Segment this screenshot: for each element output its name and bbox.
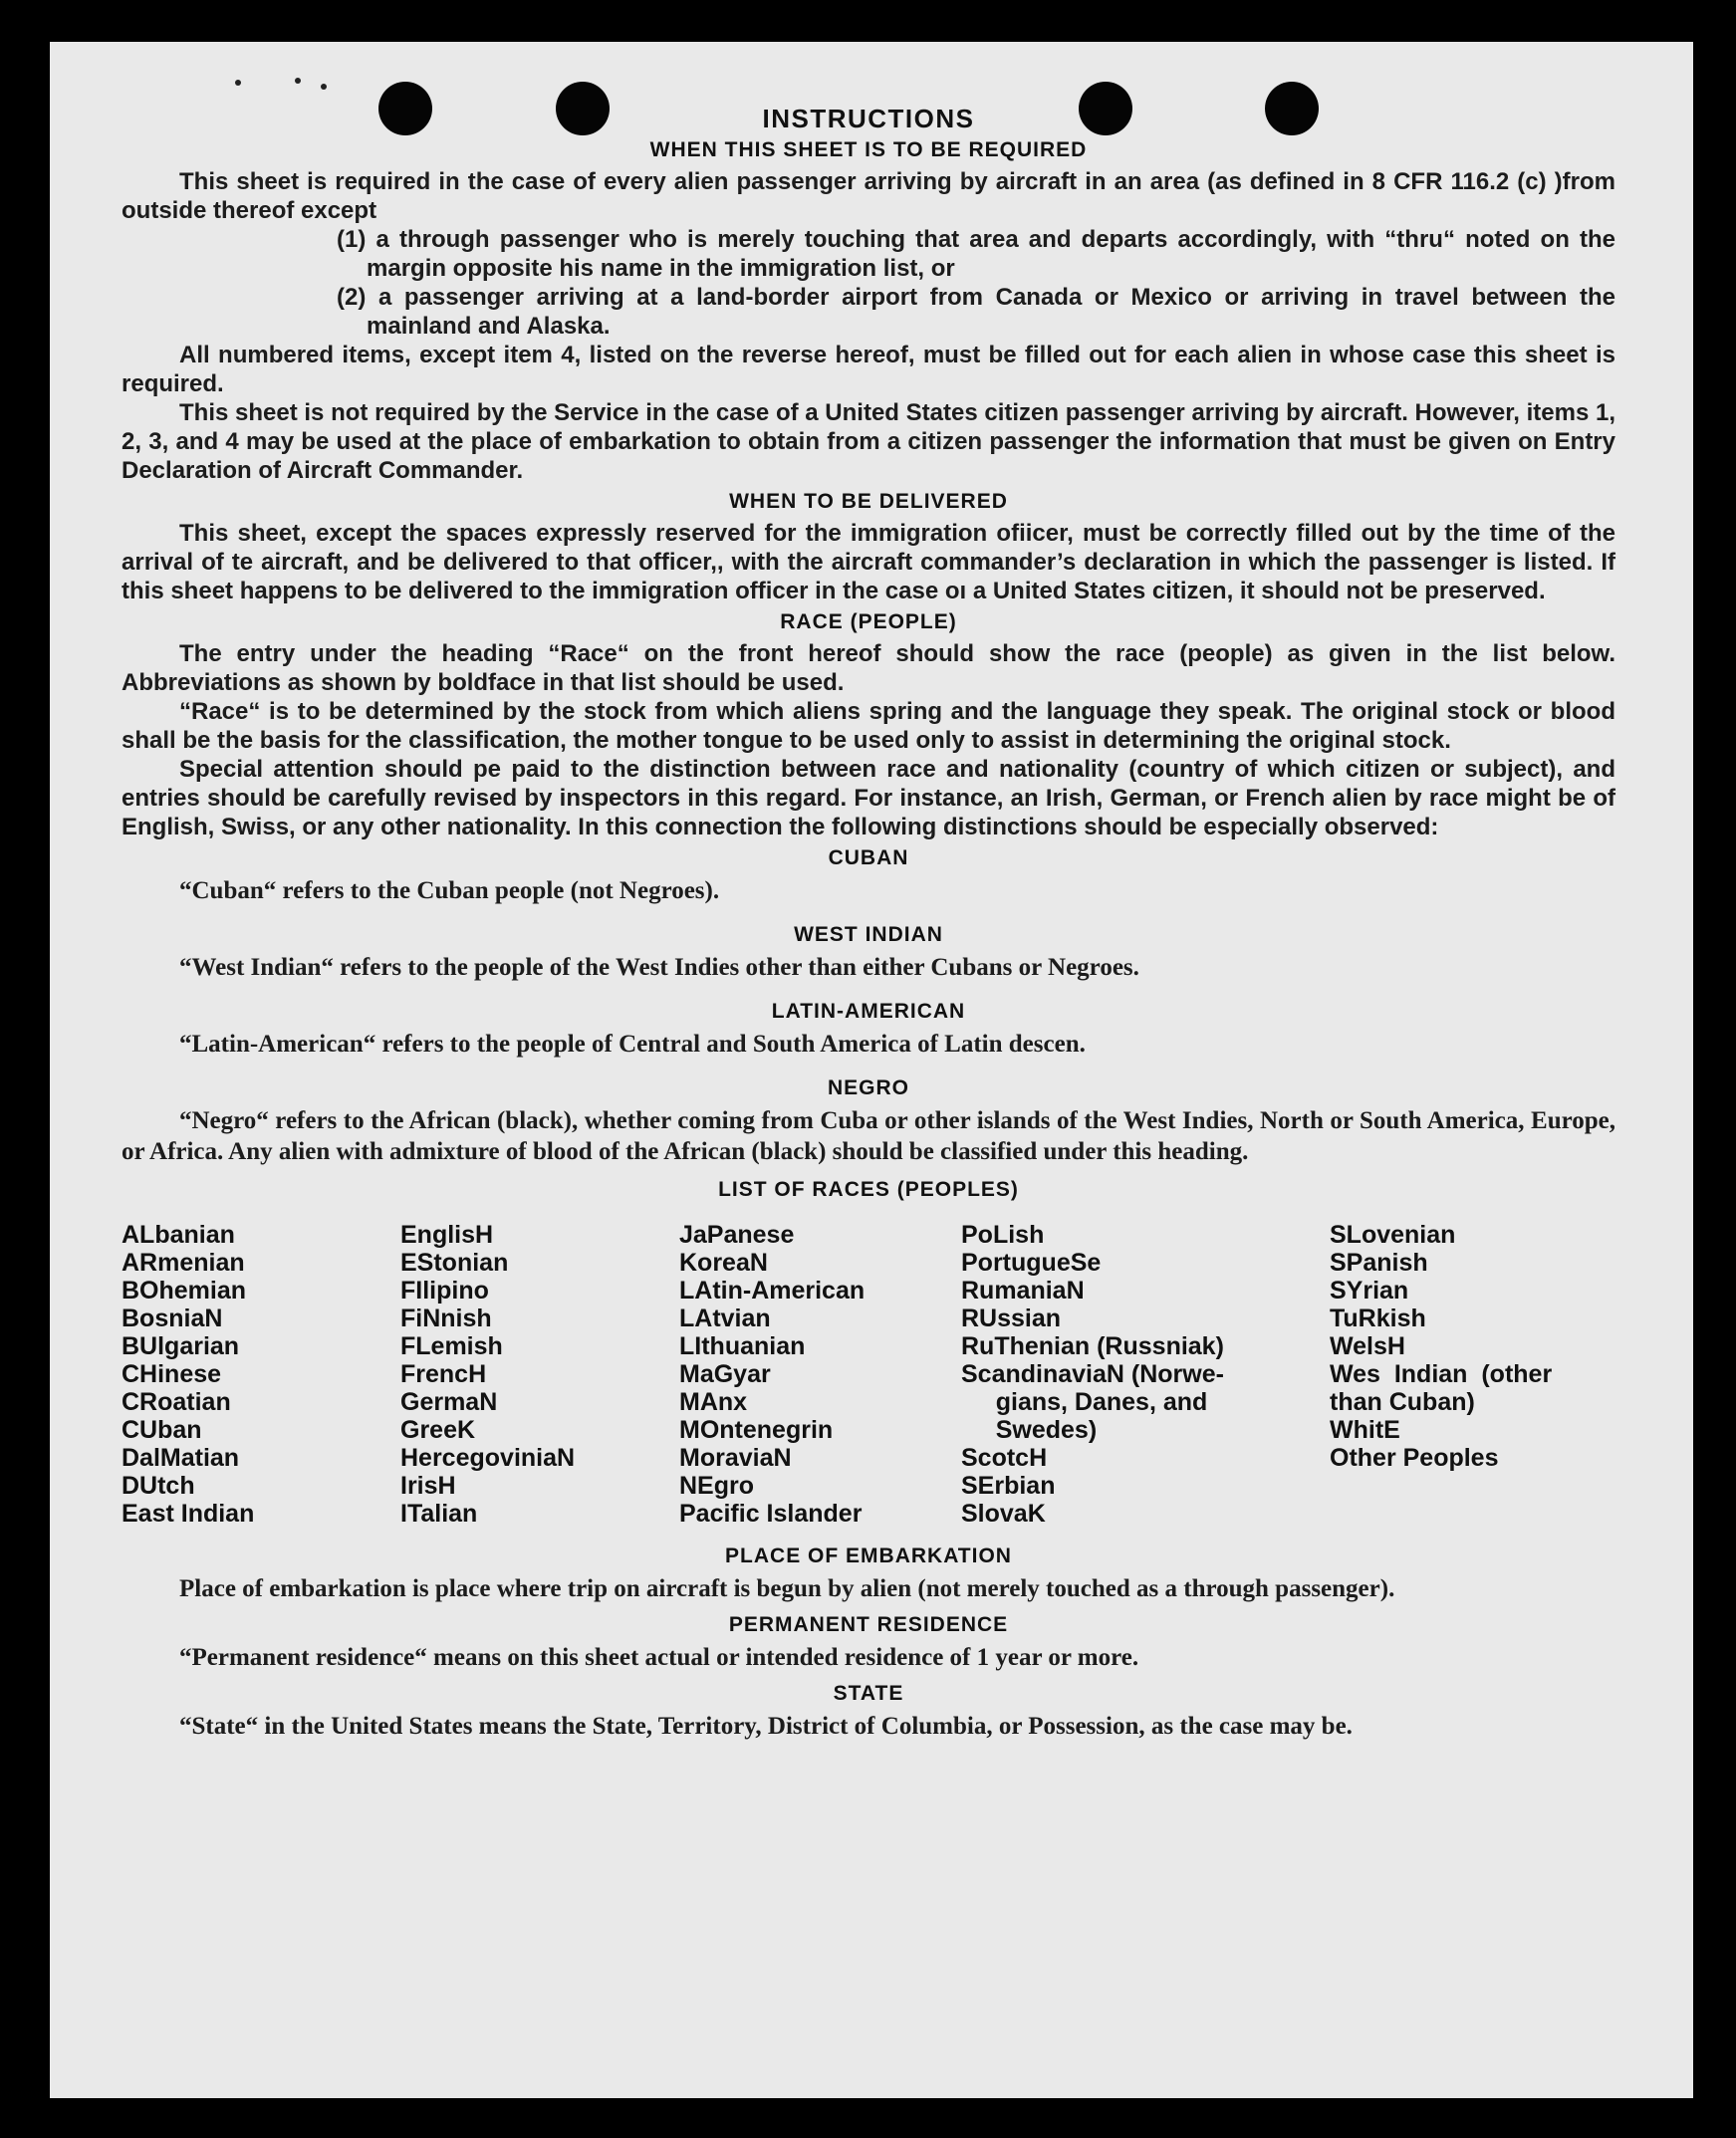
- races-list: [122, 1221, 1615, 1528]
- paragraph: This sheet is not required by the Service in the case of a United States citizen passenger arriving by aircraft. However, items 1, 2, 3, and 4 may be used at the place of embarkation to obtain from a citizen passenger the information that must be given on Entry Declaration of Aircraft Commander.: [122, 399, 1615, 484]
- race-item: PoLish: [961, 1221, 1045, 1249]
- race-item: Pacific Islander: [679, 1500, 863, 1528]
- race-item: than Cuban): [1330, 1388, 1475, 1416]
- heading-when-required: WHEN THIS SHEET IS TO BE REQUIRED: [649, 138, 1088, 161]
- heading-list-of-races: LIST OF RACES (PEOPLES): [718, 1178, 1019, 1201]
- race-item: SLovenian: [1330, 1221, 1456, 1249]
- race-item: RumaniaN: [961, 1277, 1085, 1305]
- race-item: FrencH: [400, 1360, 487, 1388]
- race-item: East Indian: [122, 1500, 255, 1528]
- race-item: LAtvian: [679, 1305, 771, 1332]
- race-item: SErbian: [961, 1472, 1056, 1500]
- race-item: ALbanian: [122, 1221, 235, 1249]
- paragraph: The entry under the heading “Race“ on the front hereof should show the race (people) as given in the list below. Abbreviations as shown by boldface in that list should be used.: [122, 640, 1615, 696]
- race-item: gians, Danes, and: [961, 1388, 1208, 1416]
- heading-west-indian: WEST INDIAN: [794, 923, 943, 946]
- race-item: CRoatian: [122, 1388, 231, 1416]
- races-column: [400, 1221, 679, 1528]
- race-item: DUtch: [122, 1472, 195, 1500]
- heading-race: RACE (PEOPLE): [780, 610, 957, 633]
- speck: [321, 84, 327, 90]
- page-title: INSTRUCTIONS: [762, 104, 975, 133]
- list-item: (1) a through passenger who is merely touching that area and departs accordingly, with “thru“ noted on the margin opposite his name in the immigration list, or: [337, 226, 1615, 282]
- race-item: BosniaN: [122, 1305, 223, 1332]
- list-item: (2) a passenger arriving at a land-border airport from Canada or Mexico or arriving in travel between the mainland and Alaska.: [337, 284, 1615, 340]
- paragraph: “Race“ is to be determined by the stock from which aliens spring and the language they speak. The original stock or blood shall be the basis for the classification, the mother tongue to be used only to assist in determining the original stock.: [122, 698, 1615, 754]
- race-item: RuThenian (Russniak): [961, 1332, 1224, 1360]
- race-item: Swedes): [961, 1416, 1098, 1444]
- race-item: ScandinaviaN (Norwe-: [961, 1360, 1224, 1388]
- paragraph: “Negro“ refers to the African (black), whether coming from Cuba or other islands of the West Indies, North or South America, Europe, or Africa. Any alien with admixture of blood of the African (black) should be classified under this heading.: [122, 1107, 1615, 1165]
- race-item: CUban: [122, 1416, 202, 1444]
- paragraph: Special attention should pe paid to the distinction between race and nationality (country of which citizen or subject), and entries should be carefully revised by inspectors in this regard. For instance, an Irish, German, or French alien by race might be of English, Swiss, or any other nationality. In this connection the following distinctions should be especially observed:: [122, 756, 1615, 840]
- heading-state: STATE: [833, 1682, 904, 1705]
- race-item: PortugueSe: [961, 1249, 1102, 1277]
- race-item: Other Peoples: [1330, 1444, 1499, 1472]
- race-item: JaPanese: [679, 1221, 795, 1249]
- race-item: MoraviaN: [679, 1444, 792, 1472]
- race-item: BUlgarian: [122, 1332, 240, 1360]
- heading-negro: NEGRO: [827, 1076, 909, 1099]
- document-page: [50, 42, 1693, 2098]
- heading-cuban: CUBAN: [828, 846, 909, 869]
- races-column: [679, 1221, 961, 1528]
- race-item: BOhemian: [122, 1277, 247, 1305]
- race-item: MAnx: [679, 1388, 748, 1416]
- race-item: Wes Indian (other: [1330, 1360, 1553, 1388]
- race-item: SPanish: [1330, 1249, 1428, 1277]
- race-item: GermaN: [400, 1388, 498, 1416]
- race-item: FiNnish: [400, 1305, 492, 1332]
- race-item: EnglisH: [400, 1221, 494, 1249]
- paragraph: “Cuban“ refers to the Cuban people (not Negroes).: [179, 877, 720, 904]
- paragraph: This sheet is required in the case of every alien passenger arriving by aircraft in an area (as defined in 8 CFR 116.2 (c) )from outside thereof except: [122, 168, 1615, 224]
- race-item: CHinese: [122, 1360, 222, 1388]
- paragraph: “Latin-American“ refers to the people of Central and South America of Latin descen.: [179, 1031, 1086, 1058]
- race-item: MaGyar: [679, 1360, 771, 1388]
- race-item: RUssian: [961, 1305, 1062, 1332]
- paragraph: Place of embarkation is place where trip on aircraft is begun by alien (not merely touched as a through passenger).: [179, 1575, 1395, 1602]
- race-item: IrisH: [400, 1472, 456, 1500]
- race-item: LAtin-American: [679, 1277, 866, 1305]
- paragraph: This sheet, except the spaces expressly reserved for the immigration ofiicer, must be correctly filled out by the time of the arrival of te aircraft, and be delivered to that officer,, with the aircraft commander’s declaration in which the passenger is listed. If this sheet happens to be delivered to the immigration officer in the case oı a United States citizen, it should not be preserved.: [122, 520, 1615, 604]
- race-item: GreeK: [400, 1416, 476, 1444]
- race-item: ScotcH: [961, 1444, 1048, 1472]
- paragraph: “State“ in the United States means the State, Territory, District of Columbia, or Possession, as the case may be.: [179, 1713, 1353, 1740]
- heading-embarkation: PLACE OF EMBARKATION: [725, 1544, 1012, 1567]
- race-item: MOntenegrin: [679, 1416, 834, 1444]
- paragraph: “West Indian“ refers to the people of the West Indies other than either Cubans or Negroes.: [179, 954, 1139, 981]
- race-item: EStonian: [400, 1249, 509, 1277]
- race-item: SlovaK: [961, 1500, 1046, 1528]
- paragraph: “Permanent residence“ means on this sheet actual or intended residence of 1 year or more.: [179, 1644, 1139, 1671]
- heading-residence: PERMANENT RESIDENCE: [728, 1613, 1009, 1636]
- race-item: DalMatian: [122, 1444, 240, 1472]
- race-item: FLemish: [400, 1332, 503, 1360]
- race-item: WhitE: [1330, 1416, 1400, 1444]
- race-item: KoreaN: [679, 1249, 768, 1277]
- speck: [235, 80, 241, 86]
- race-item: LIthuanian: [679, 1332, 806, 1360]
- race-item: FIlipino: [400, 1277, 489, 1305]
- races-column: [961, 1221, 1330, 1528]
- race-item: SYrian: [1330, 1277, 1409, 1305]
- race-item: TuRkish: [1330, 1305, 1426, 1332]
- race-item: NEgro: [679, 1472, 754, 1500]
- race-item: ARmenian: [122, 1249, 245, 1277]
- instructions-content: [122, 104, 1615, 1742]
- paragraph: All numbered items, except item 4, listed on the reverse hereof, must be filled out for each alien in whose case this sheet is required.: [122, 342, 1615, 397]
- heading-latin-american: LATIN-AMERICAN: [771, 1000, 966, 1023]
- races-column: [1330, 1221, 1618, 1528]
- heading-when-delivered: WHEN TO BE DELIVERED: [729, 490, 1008, 513]
- race-item: WelsH: [1330, 1332, 1405, 1360]
- race-item: HercegoviniaN: [400, 1444, 576, 1472]
- race-item: ITalian: [400, 1500, 478, 1528]
- races-column: [122, 1221, 400, 1528]
- speck: [295, 78, 301, 84]
